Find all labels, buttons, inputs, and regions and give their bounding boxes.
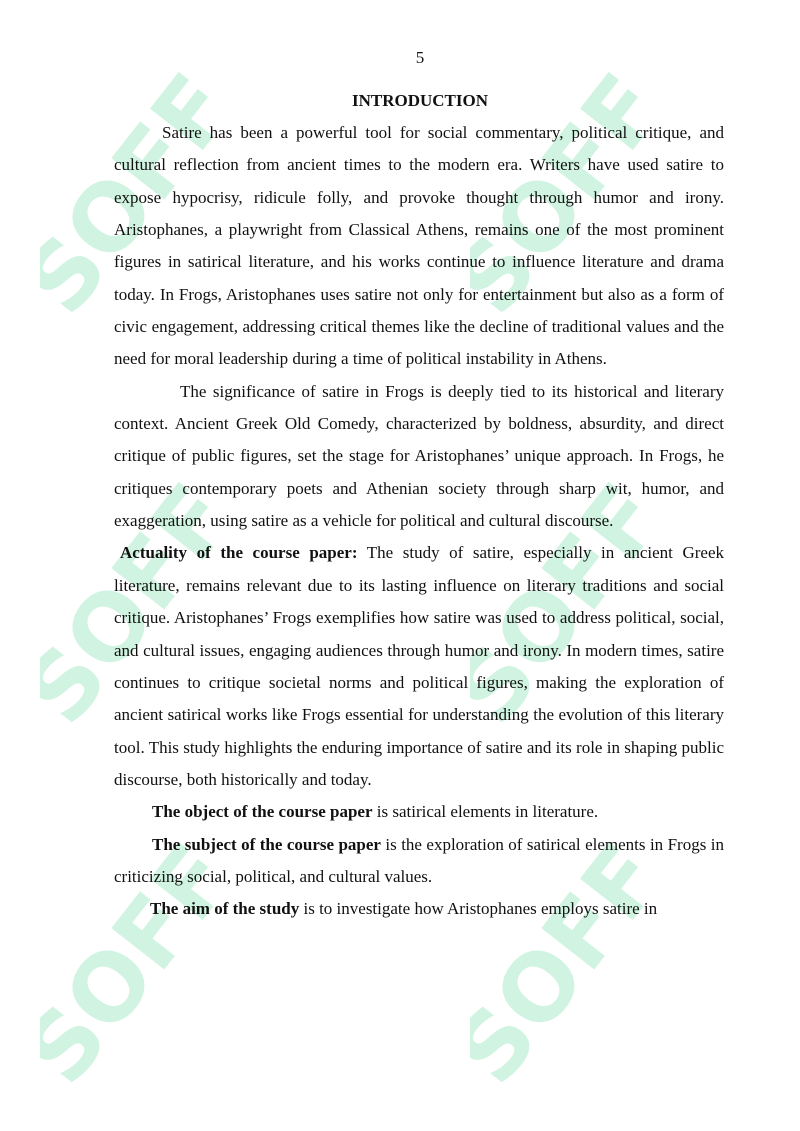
watermark-text: SOFF xyxy=(40,54,254,334)
section-heading: INTRODUCTION xyxy=(351,91,489,110)
paragraph-aim: The aim of the study is to investigate how Aristophanes employs satire in xyxy=(150,899,658,919)
paragraph-actuality: Actuality of the course paper: The study of satire, especially in ancient Greek literature, remains relevant due to its lasting influence on literary traditions and social critique. Aristophanes’ Frogs exemplifies how satire was used to address political, social, and cultural issues, engaging audiences through humor and irony. In modern times, satire continues to critique societal norms and political figures, making the exploration of ancient satirical works like Frogs essential for understanding the evolution of this literary tool. This study highlights the enduring importance of satire and its role in shaping public discourse, both historically and today. xyxy=(114,543,724,789)
paragraph-subject: The subject of the course paper is the exploration of satirical elements in Frogs in criticizing social, political, and cultural values. xyxy=(114,834,724,886)
watermark-text: SOFF xyxy=(40,824,254,1104)
actuality-label: Actuality of the course paper: xyxy=(120,543,358,563)
watermark-text: SOFF xyxy=(470,464,684,744)
aim-label: The aim of the study xyxy=(150,899,300,919)
watermark-text: SOFF xyxy=(470,54,684,334)
paragraph-object: The object of the course paper is satirical elements in literature. xyxy=(152,802,599,822)
paragraph-intro: Satire has been a powerful tool for social commentary, political critique, and cultural reflection from ancient times to the modern era. Writers have used satire to expose hypocrisy, ridicule folly, and provoke thought through humor and irony. Aristophanes, a playwright from Classical Athens, remains one of the most prominent figures in satirical literature, and his works continue to influence literature and drama today. In Frogs, Aristophanes uses satire not only for entertainment but also as a form of civic engagement, addressing critical themes like the decline of traditional values and the need for moral leadership during a time of political instability in Athens. xyxy=(114,123,724,369)
document-body xyxy=(114,117,724,926)
watermark-text: SOFF xyxy=(470,824,684,1104)
watermark-text: SOFF xyxy=(40,464,254,744)
object-label: The object of the course paper xyxy=(152,802,373,822)
subject-label: The subject of the course paper xyxy=(152,834,381,854)
page-number: 5 xyxy=(415,48,425,67)
paragraph-significance: The significance of satire in Frogs is deeply tied to its historical and literary context. Ancient Greek Old Comedy, characterized by boldness, absurdity, and direct critique of public figures, set the stage for Aristophanes’ unique approach. In Frogs, he critiques contemporary poets and Athenian society through sharp wit, humor, and exaggeration, using satire as a vehicle for political and cultural discourse. xyxy=(114,381,724,531)
